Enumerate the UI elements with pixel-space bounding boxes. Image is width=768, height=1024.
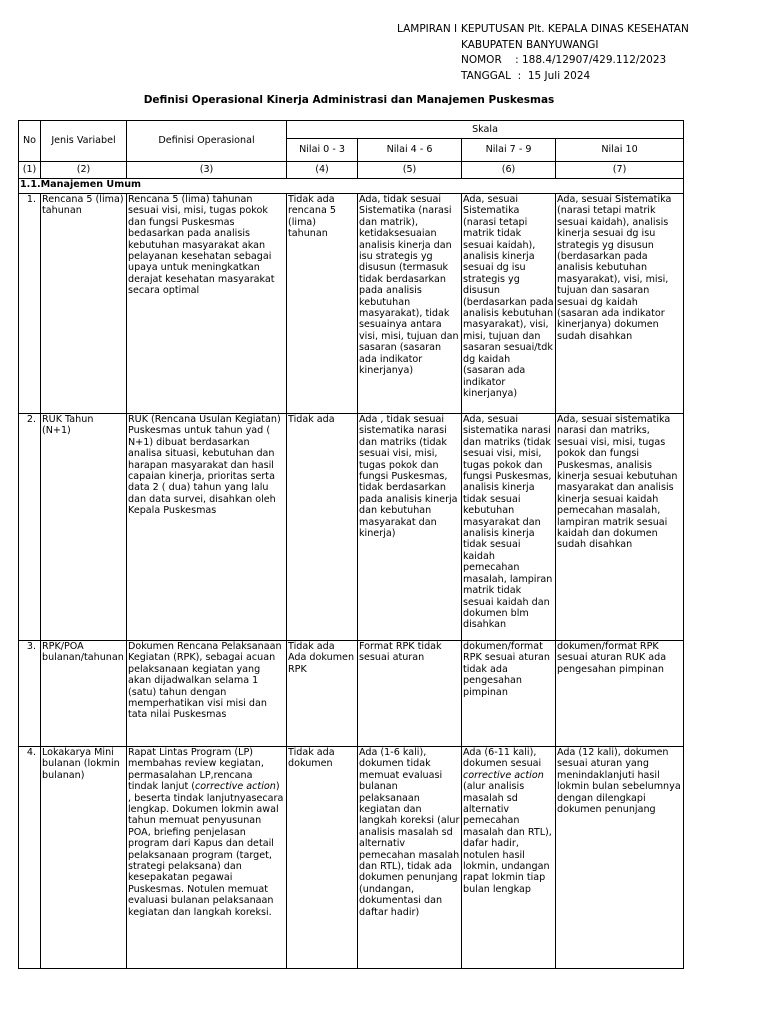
nilai-4-6-cell: Ada , tidak sesuai sistematika narasi dan matriks (tidak sesuai visi, misi, tugas pokok dan fungsi Puskesmas, tidak berdasarkan pada analisis kinerja dan kebutuhan masyarakat dan kinerja) [358,414,462,641]
index-cell: (5) [358,162,462,179]
row-number: 2. [19,414,41,641]
header-nilai-10: Nilai 10 [556,139,684,162]
nilai-10-cell: Ada (12 kali), dokumen sesuai aturan yang menindaklanjuti hasil lokmin bulan sebelumnya dengan dilengkapi dokumen penunjang [556,747,684,969]
decree-number: NOMOR : 188.4/12907/429.112/2023 [461,54,667,66]
definisi-cell: Rencana 5 (lima) tahunan sesuai visi, misi, tugas pokok dan fungsi Puskesmas bedasarkan pada analisis kebutuhan masyarakat akan pelayanan kesehatan sebagai upaya untuk meningkatkan derajat kesehatan masyarakat secara optimal [127,194,287,414]
decree-date: TANGGAL : 15 Juli 2024 [461,69,591,82]
header-nilai-4-6: Nilai 4 - 6 [358,139,462,162]
header-jenis-variabel: Jenis Variabel [41,121,127,162]
index-cell: (4) [287,162,358,179]
nilai-4-6-cell: Format RPK tidak sesuai aturan [358,641,462,747]
document-title: Definisi Operasional Kinerja Administrasi dan Manajemen Puskesmas [143,94,555,106]
nilai-10-cell: Ada, sesuai Sistematika (narasi tetapi matrik sesuai kaidah), analisis kinerja sesuai dg isu strategis yg disusun (berdasarkan pada analisis kebutuhan masyarakat), visi, misi, tujuan dan sasaran sesuai dg kaidah (sasaran ada indikator kinerjanya) dokumen sudah disahkan [556,194,684,414]
emphasis-text: corrective action [463,769,544,781]
header-definisi: Definisi Operasional [127,121,287,162]
index-cell: (7) [556,162,684,179]
table-row [19,194,684,414]
row-number: 1. [19,194,41,414]
definisi-cell: Dokumen Rencana Pelaksanaan Kegiatan (RPK), sebagai acuan pelaksanaan kegiatan yang akan dijadwalkan selama 1 (satu) tahun dengan memperhatikan visi misi dan tata nilai Puskesmas [127,641,287,747]
jenis-variabel-cell: RPK/POA bulanan/tahunan [41,641,127,747]
table-row [19,641,684,747]
nilai-0-3-cell: Tidak ada Ada dokumen RPK [287,641,358,747]
table-row [19,747,684,969]
index-cell: (6) [462,162,556,179]
nilai-7-9-cell: Ada (6-11 kali), dokumen sesuai corrective action (alur analisis masalah sd alternativ pemecahan masalah dan RTL), dafar hadir, notulen hasil lokmin, undangan rapat lokmin tiap bulan lengkap [462,747,556,969]
nilai-10-cell: dokumen/format RPK sesuai aturan RUK ada pengesahan pimpinan [556,641,684,747]
decree-line: KEPUTUSAN Plt. KEPALA DINAS KESEHATAN [461,23,689,35]
nilai-7-9-cell: dokumen/format RPK sesuai aturan tidak ada pengesahan pimpinan [462,641,556,747]
nilai-0-3-cell: Tidak ada [287,414,358,641]
emphasis-text: corrective action [195,781,276,793]
index-cell: (3) [127,162,287,179]
header-skala: Skala [287,121,684,139]
lampiran-label: LAMPIRAN I : [397,23,464,35]
row-number: 3. [19,641,41,747]
header-no: No [19,121,41,162]
definition-table [18,120,684,969]
jenis-variabel-cell: Rencana 5 (lima) tahunan [41,194,127,414]
nilai-0-3-cell: Tidak ada rencana 5 (lima) tahunan [287,194,358,414]
index-cell: (2) [41,162,127,179]
row-number: 4. [19,747,41,969]
jenis-variabel-cell: Lokakarya Mini bulanan (lokmin bulanan) [41,747,127,969]
nilai-7-9-cell: Ada, sesuai sistematika narasi dan matriks (tidak sesuai visi, misi, tugas pokok dan fungsi Puskesmas, analisis kinerja tidak sesuai kebutuhan masyarakat dan analisis kinerja tidak sesuai kaidah pemecahan masalah, lampiran matrik tidak sesuai kaidah dan dokumen blm disahkan [462,414,556,641]
nilai-0-3-cell: Tidak ada dokumen [287,747,358,969]
table-row [19,414,684,641]
header-nilai-7-9: Nilai 7 - 9 [462,139,556,162]
nilai-7-9-cell: Ada, sesuai Sistematika (narasi tetapi matrik tidak sesuai kaidah), analisis kinerja sesuai dg isu strategis yg disusun (berdasarkan pada analisis kebutuhan masyarakat), visi, misi, tujuan dan sasaran sesuai/tdk dg kaidah (sasaran ada indikator kinerjanya) [462,194,556,414]
header-nilai-0-3: Nilai 0 - 3 [287,139,358,162]
index-cell: (1) [19,162,41,179]
decree-line: KABUPATEN BANYUWANGI [461,38,599,51]
nilai-4-6-cell: Ada, tidak sesuai Sistematika (narasi dan matrik), ketidaksesuaian analisis kinerja dan isu strategis yg disusun (termasuk tidak berdasarkan pada analisis kebutuhan masyarakat), tidak sesuainya antara visi, misi, tujuan dan sasaran (sasaran ada indikator kinerjanya) [358,194,462,414]
decree-header [461,22,689,84]
section-heading: 1.1.Manajemen Umum [19,179,684,194]
nilai-10-cell: Ada, sesuai sistematika narasi dan matriks, sesuai visi, misi, tugas pokok dan fungsi Puskesmas, analisis kinerja sesuai kebutuhan masyarakat dan analisis kinerja sesuai kaidah pemecahan masalah, lampiran matrik sesuai kaidah dan dokumen sudah disahkan [556,414,684,641]
jenis-variabel-cell: RUK Tahun (N+1) [41,414,127,641]
definisi-cell: Rapat Lintas Program (LP) membahas review kegiatan, permasalahan LP,rencana tindak lanjut (corrective action) , beserta tindak lanjutnyasecara lengkap. Dokumen lokmin awal tahun memuat penyusunan POA, briefing penjelasan program dari Kapus dan detail pelaksanaan program (target, strategi pelaksana) dan kesepakatan pegawai Puskesmas. Notulen memuat evaluasi bulanan pelaksanaan kegiatan dan langkah koreksi. [127,747,287,969]
definisi-cell: RUK (Rencana Usulan Kegiatan) Puskesmas untuk tahun yad ( N+1) dibuat berdasarkan analisa situasi, kebutuhan dan harapan masyarakat dan hasil capaian kinerja, prioritas serta data 2 ( dua) tahun yang lalu dan data survei, disahkan oleh Kepala Puskesmas [127,414,287,641]
nilai-4-6-cell: Ada (1-6 kali), dokumen tidak memuat evaluasi bulanan pelaksanaan kegiatan dan langkah koreksi (alur analisis masalah sd alternativ pemecahan masalah dan RTL), tidak ada dokumen penunjang (undangan, dokumentasi dan daftar hadir) [358,747,462,969]
